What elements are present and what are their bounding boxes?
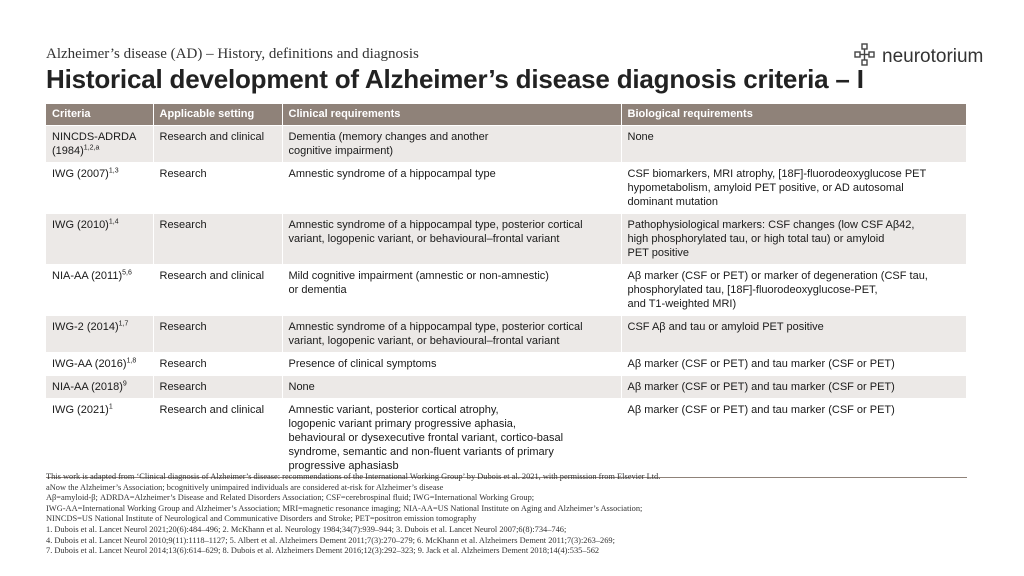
column-header: Biological requirements bbox=[621, 104, 966, 125]
criteria-cell: NIA-AA $(2018)^9$ bbox=[46, 375, 153, 398]
footnote-line: 7. Dubois et al. Lancet Neurol 2014;13(6):614–629; 8. Dubois et al. Alzheimers Dement 2016;12(3):292–323; 9. Jack et al. Alzheimers Dement 2018;14(4):535–562 bbox=[46, 546, 600, 556]
biological-cell: CSF Aβ and tau or amyloid PET positive bbox=[621, 315, 966, 352]
column-header: Clinical requirements bbox=[282, 104, 621, 125]
logo-text: neurotorium bbox=[882, 46, 984, 67]
criteria-cell: IWG-AA $(2016)^{1,8}$ bbox=[46, 352, 153, 375]
clinical-cell: None bbox=[282, 375, 621, 398]
biological-cell: Aβ marker (CSF or PET) and tau marker (CSF or PET) bbox=[621, 398, 966, 477]
footnote-line: This work is adapted from ‘Clinical diagnosis of Alzheimer’s disease: recommendations of the International Working Group’ by Dubois et al. 2021, with permission from Elsevier Ltd. bbox=[46, 472, 661, 481]
setting-cell: Research bbox=[153, 375, 282, 398]
table-header-row bbox=[46, 104, 966, 125]
clinical-cell: Dementia (memory changes and another cognitive impairment) bbox=[282, 125, 621, 162]
table-row bbox=[46, 375, 966, 398]
clinical-cell: Amnestic variant, posterior cortical atrophy, logopenic variant primary progressive aphasia, behavioural or dysexecutive frontal variant, cortico-basal syndrome, semantic and non-fluent variants of primary progressive aphasiasb bbox=[282, 398, 621, 477]
clinical-cell: Mild cognitive impairment (amnestic or non-amnestic) or dementia bbox=[282, 264, 621, 315]
footnote-line: IWG-AA=International Working Group and Alzheimer’s Association; MRI=magnetic resonance imaging; NIA-AA=US National Institute on Aging and Alzheimer’s Association; bbox=[46, 503, 643, 513]
biological-cell: CSF biomarkers, MRI atrophy, [18F]-fluorodeoxyglucose PET hypometabolism, amyloid PET positive, or AD autosomal dominant mutation bbox=[621, 162, 966, 213]
table-row bbox=[46, 125, 966, 162]
footnote-line: Aβ=amyloid-β; ADRDA=Alzheimer’s Disease and Related Disorders Association; CSF=cerebrospinal fluid; IWG=International Working Group; bbox=[46, 493, 535, 503]
biological-cell: Pathophysiological markers: CSF changes (low CSF Aβ42, high phosphorylated tau, or high total tau) or amyloid PET positive bbox=[621, 213, 966, 264]
criteria-table bbox=[46, 104, 967, 478]
setting-cell: Research and clinical bbox=[153, 398, 282, 477]
neurotorium-logo bbox=[854, 42, 983, 72]
slide-subtitle: Alzheimer’s disease (AD) – History, definitions and diagnosis bbox=[46, 46, 419, 62]
table-row bbox=[46, 352, 966, 375]
clinical-cell: Presence of clinical symptoms bbox=[282, 352, 621, 375]
criteria-cell: NIA-AA $(2011)^{5,6}$ bbox=[46, 264, 153, 315]
footnote-line: 4. Dubois et al. Lancet Neurol 2010;9(11):1118–1127; 5. Albert et al. Alzheimers Dement 2011;7(3):270–279; 6. McKhann et al. Alzheimers Dement 2011;7(3):263–269; bbox=[46, 535, 615, 545]
setting-cell: Research bbox=[153, 352, 282, 375]
footnote-line: 1. Dubois et al. Lancet Neurol 2021;20(6):484–496; 2. McKhann et al. Neurology 1984;34(7):939–944; 3. Dubois et al. Lancet Neurol 2007;6(8):734–746; bbox=[46, 524, 567, 534]
table-row bbox=[46, 398, 966, 477]
footnotes bbox=[46, 472, 966, 557]
column-header: Criteria bbox=[46, 104, 153, 125]
biological-cell: None bbox=[621, 125, 966, 162]
biological-cell: Aβ marker (CSF or PET) and tau marker (CSF or PET) bbox=[621, 375, 966, 398]
setting-cell: Research and clinical bbox=[153, 125, 282, 162]
criteria-cell: IWG $(2021)^1$ bbox=[46, 398, 153, 477]
setting-cell: Research bbox=[153, 213, 282, 264]
biological-cell: Aβ marker (CSF or PET) or marker of degeneration (CSF tau, phosphorylated tau, [18F]-fluorodeoxyglucose-PET, and T1-weighted MRI) bbox=[621, 264, 966, 315]
table-row bbox=[46, 264, 966, 315]
setting-cell: Research and clinical bbox=[153, 264, 282, 315]
footnote-line: aNow the Alzheimer’s Association; bcognitively unimpaired individuals are considered at-risk for Alzheimer’s disease bbox=[46, 482, 444, 492]
footnote-line: NINCDS=US National Institute of Neurological and Communicative Disorders and Stroke; PET=positron emission tomography bbox=[46, 514, 477, 524]
table-row bbox=[46, 315, 966, 352]
setting-cell: Research bbox=[153, 315, 282, 352]
slide-title: Historical development of Alzheimer’s disease diagnosis criteria – I bbox=[46, 64, 864, 94]
clinical-cell: Amnestic syndrome of a hippocampal type, posterior cortical variant, logopenic variant, or behavioural–frontal variant bbox=[282, 315, 621, 352]
clinical-cell: Amnestic syndrome of a hippocampal type, posterior cortical variant, logopenic variant, or behavioural–frontal variant bbox=[282, 213, 621, 264]
table-row bbox=[46, 162, 966, 213]
table-row bbox=[46, 213, 966, 264]
criteria-cell: IWG-2 $(2014)^{1,7}$ bbox=[46, 315, 153, 352]
neurotorium-logo-icon bbox=[854, 43, 876, 72]
criteria-cell: IWG $(2007)^{1,3}$ bbox=[46, 162, 153, 213]
column-header: Applicable setting bbox=[153, 104, 282, 125]
criteria-cell: IWG $(2010)^{1,4}$ bbox=[46, 213, 153, 264]
clinical-cell: Amnestic syndrome of a hippocampal type bbox=[282, 162, 621, 213]
biological-cell: Aβ marker (CSF or PET) and tau marker (CSF or PET) bbox=[621, 352, 966, 375]
setting-cell: Research bbox=[153, 162, 282, 213]
criteria-cell: NINCDS-ADRDA $(1984)^{1,2,a}$ bbox=[46, 125, 153, 162]
